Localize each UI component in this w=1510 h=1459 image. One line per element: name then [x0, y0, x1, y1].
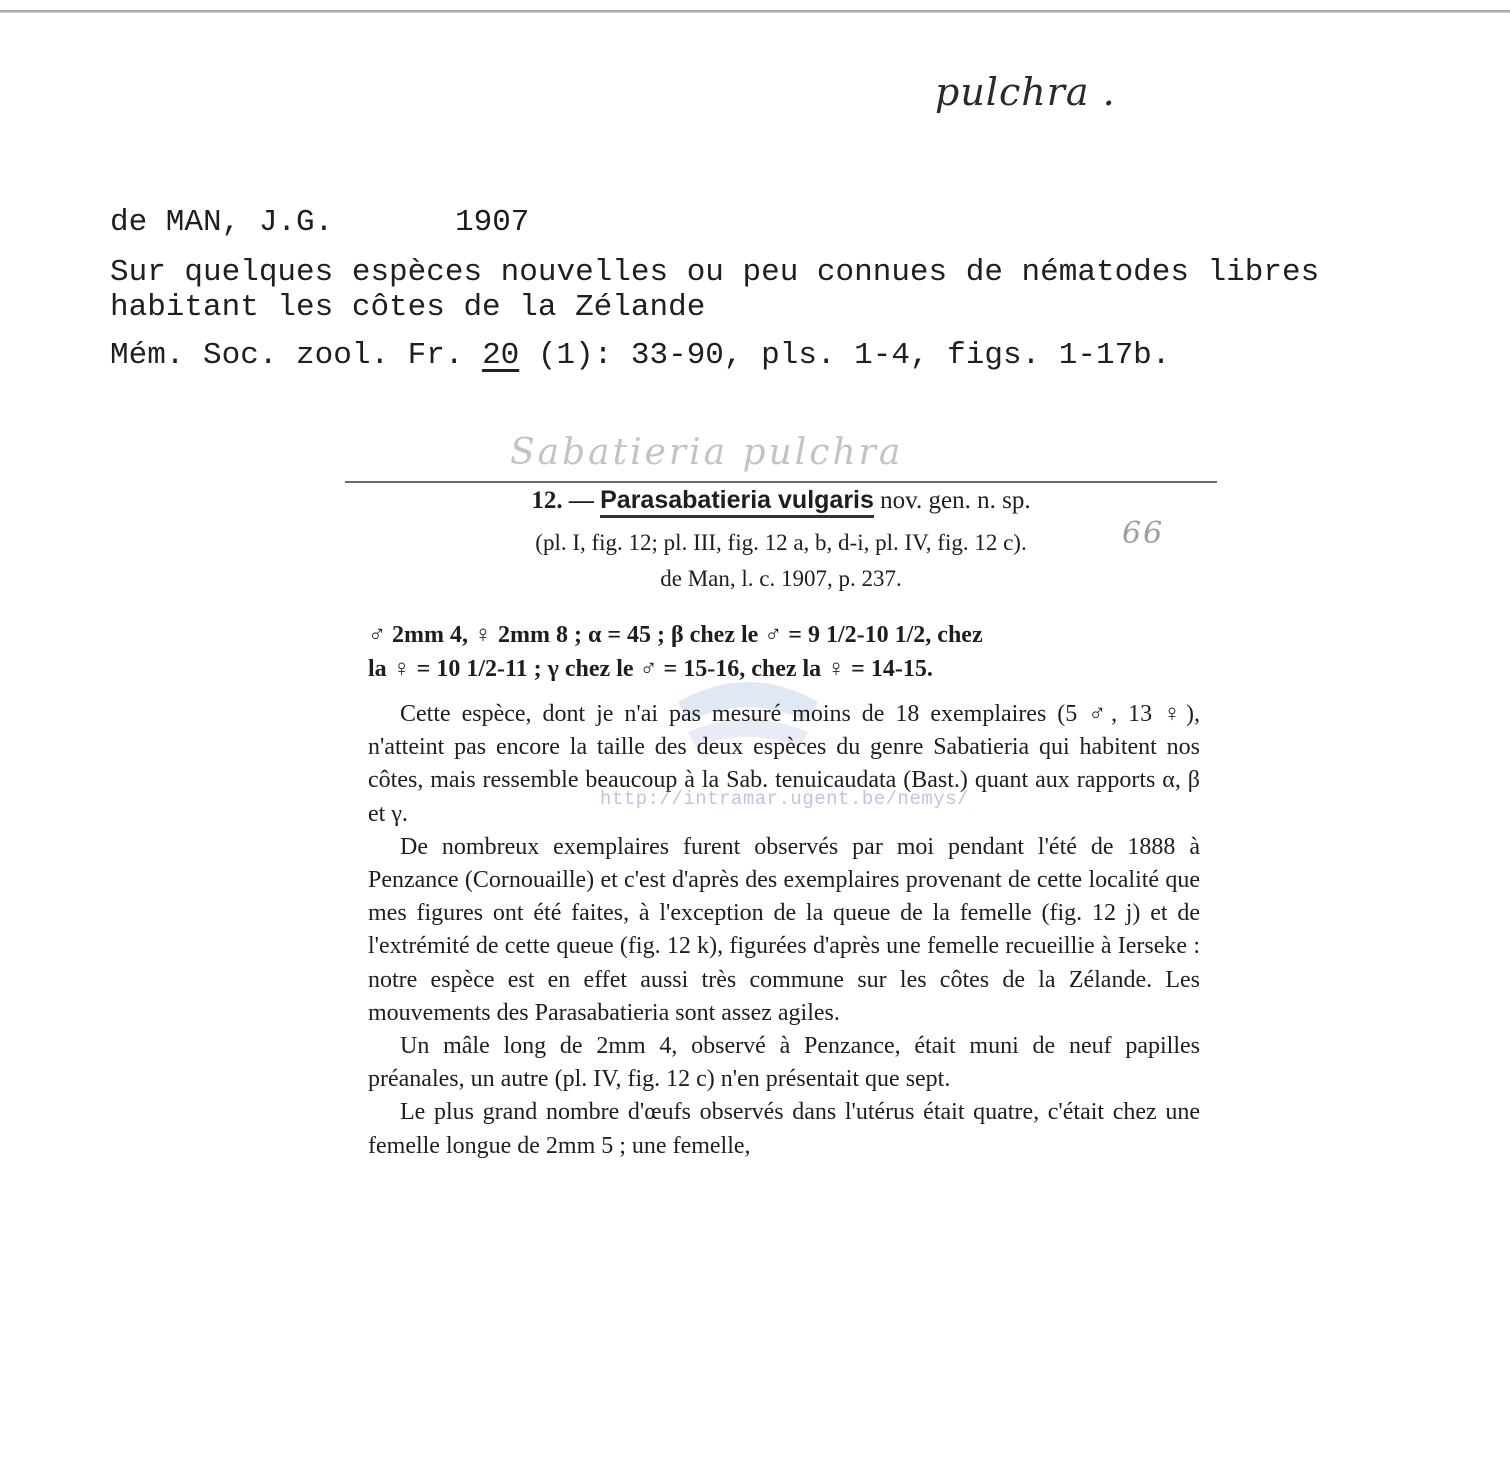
plates-reference: (pl. I, fig. 12; pl. III, fig. 12 a, b, d-i, pl. IV, fig. 12 c).	[535, 530, 1027, 555]
scan-top-edge	[0, 10, 1510, 13]
article-body	[368, 698, 1200, 1163]
measurements-line-2: la ♀ = 10 1/2-11 ; γ chez le ♂ = 15-16, chez la ♀ = 14-15.	[368, 656, 933, 682]
paragraph-2: De nombreux exemplaires furent observés par moi pendant l'été de 1888 à Penzance (Cornouaille) et c'est d'après des exemplaires provenant de cette localité que mes figures ont été faites, à l'exception de la queue de la femelle (fig. 12 j) et de l'extrémité de cette queue (fig. 12 k), figurées d'après une femelle recueillie à Ierseke : notre espèce est en effet aussi très commune sur les côtes de la Zélande. Les mouvements des Parasabatieria sont assez agiles.	[368, 833, 1200, 1026]
reference-journal	[110, 338, 1170, 373]
watermark-url: http://intramar.ugent.be/nemys/	[600, 788, 969, 810]
reference-title-line-1: Sur quelques espèces nouvelles ou peu connues de nématodes libres	[110, 255, 1320, 290]
paragraph-4: Le plus grand nombre d'œufs observés dans l'utérus était quatre, c'était chez une femelle longue de 2mm 5 ; une femelle,	[368, 1099, 1200, 1159]
journal-prefix: Mém. Soc. zool. Fr.	[110, 338, 483, 373]
journal-pages: (1): 33-90, pls. 1-4, figs. 1-17b.	[519, 338, 1171, 373]
species-heading	[345, 486, 1217, 515]
paragraph-1: Cette espèce, dont je n'ai pas mesuré moins de 18 exemplaires (5 ♂, 13 ♀), n'atteint pas encore la taille des deux espèces du genre Sabatieria qui habitent nos côtes, mais ressemble beaucoup à la Sab. tenuicaudata (Bast.) quant aux rapports α, β et γ.	[368, 701, 1200, 827]
handwritten-species-note: pulchra .	[935, 70, 1116, 114]
reference-author: de MAN, J.G.	[110, 205, 334, 240]
original-citation: de Man, l. c. 1907, p. 237.	[660, 566, 902, 591]
reference-year: 1907	[455, 205, 530, 240]
handwritten-synonym-note: Sabatieria pulchra	[510, 432, 904, 473]
species-name: Parasabatieria vulgaris	[600, 486, 874, 518]
reference-title-line-2: habitant les côtes de la Zélande	[110, 290, 706, 325]
handwritten-page-number: 66	[1122, 516, 1165, 551]
measurements-line-1: ♂ 2mm 4, ♀ 2mm 8 ; α = 45 ; β chez le ♂ = 9 1/2-10 1/2, chez	[368, 622, 983, 648]
clipping-top-rule	[345, 481, 1217, 483]
species-status: nov. gen. n. sp.	[880, 487, 1031, 514]
journal-volume: 20	[482, 338, 520, 373]
paragraph-3: Un mâle long de 2mm 4, observé à Penzance, était muni de neuf papilles préanales, un autre (pl. IV, fig. 12 c) n'en présentait que sept.	[368, 1033, 1200, 1093]
species-number: 12. —	[531, 487, 594, 514]
